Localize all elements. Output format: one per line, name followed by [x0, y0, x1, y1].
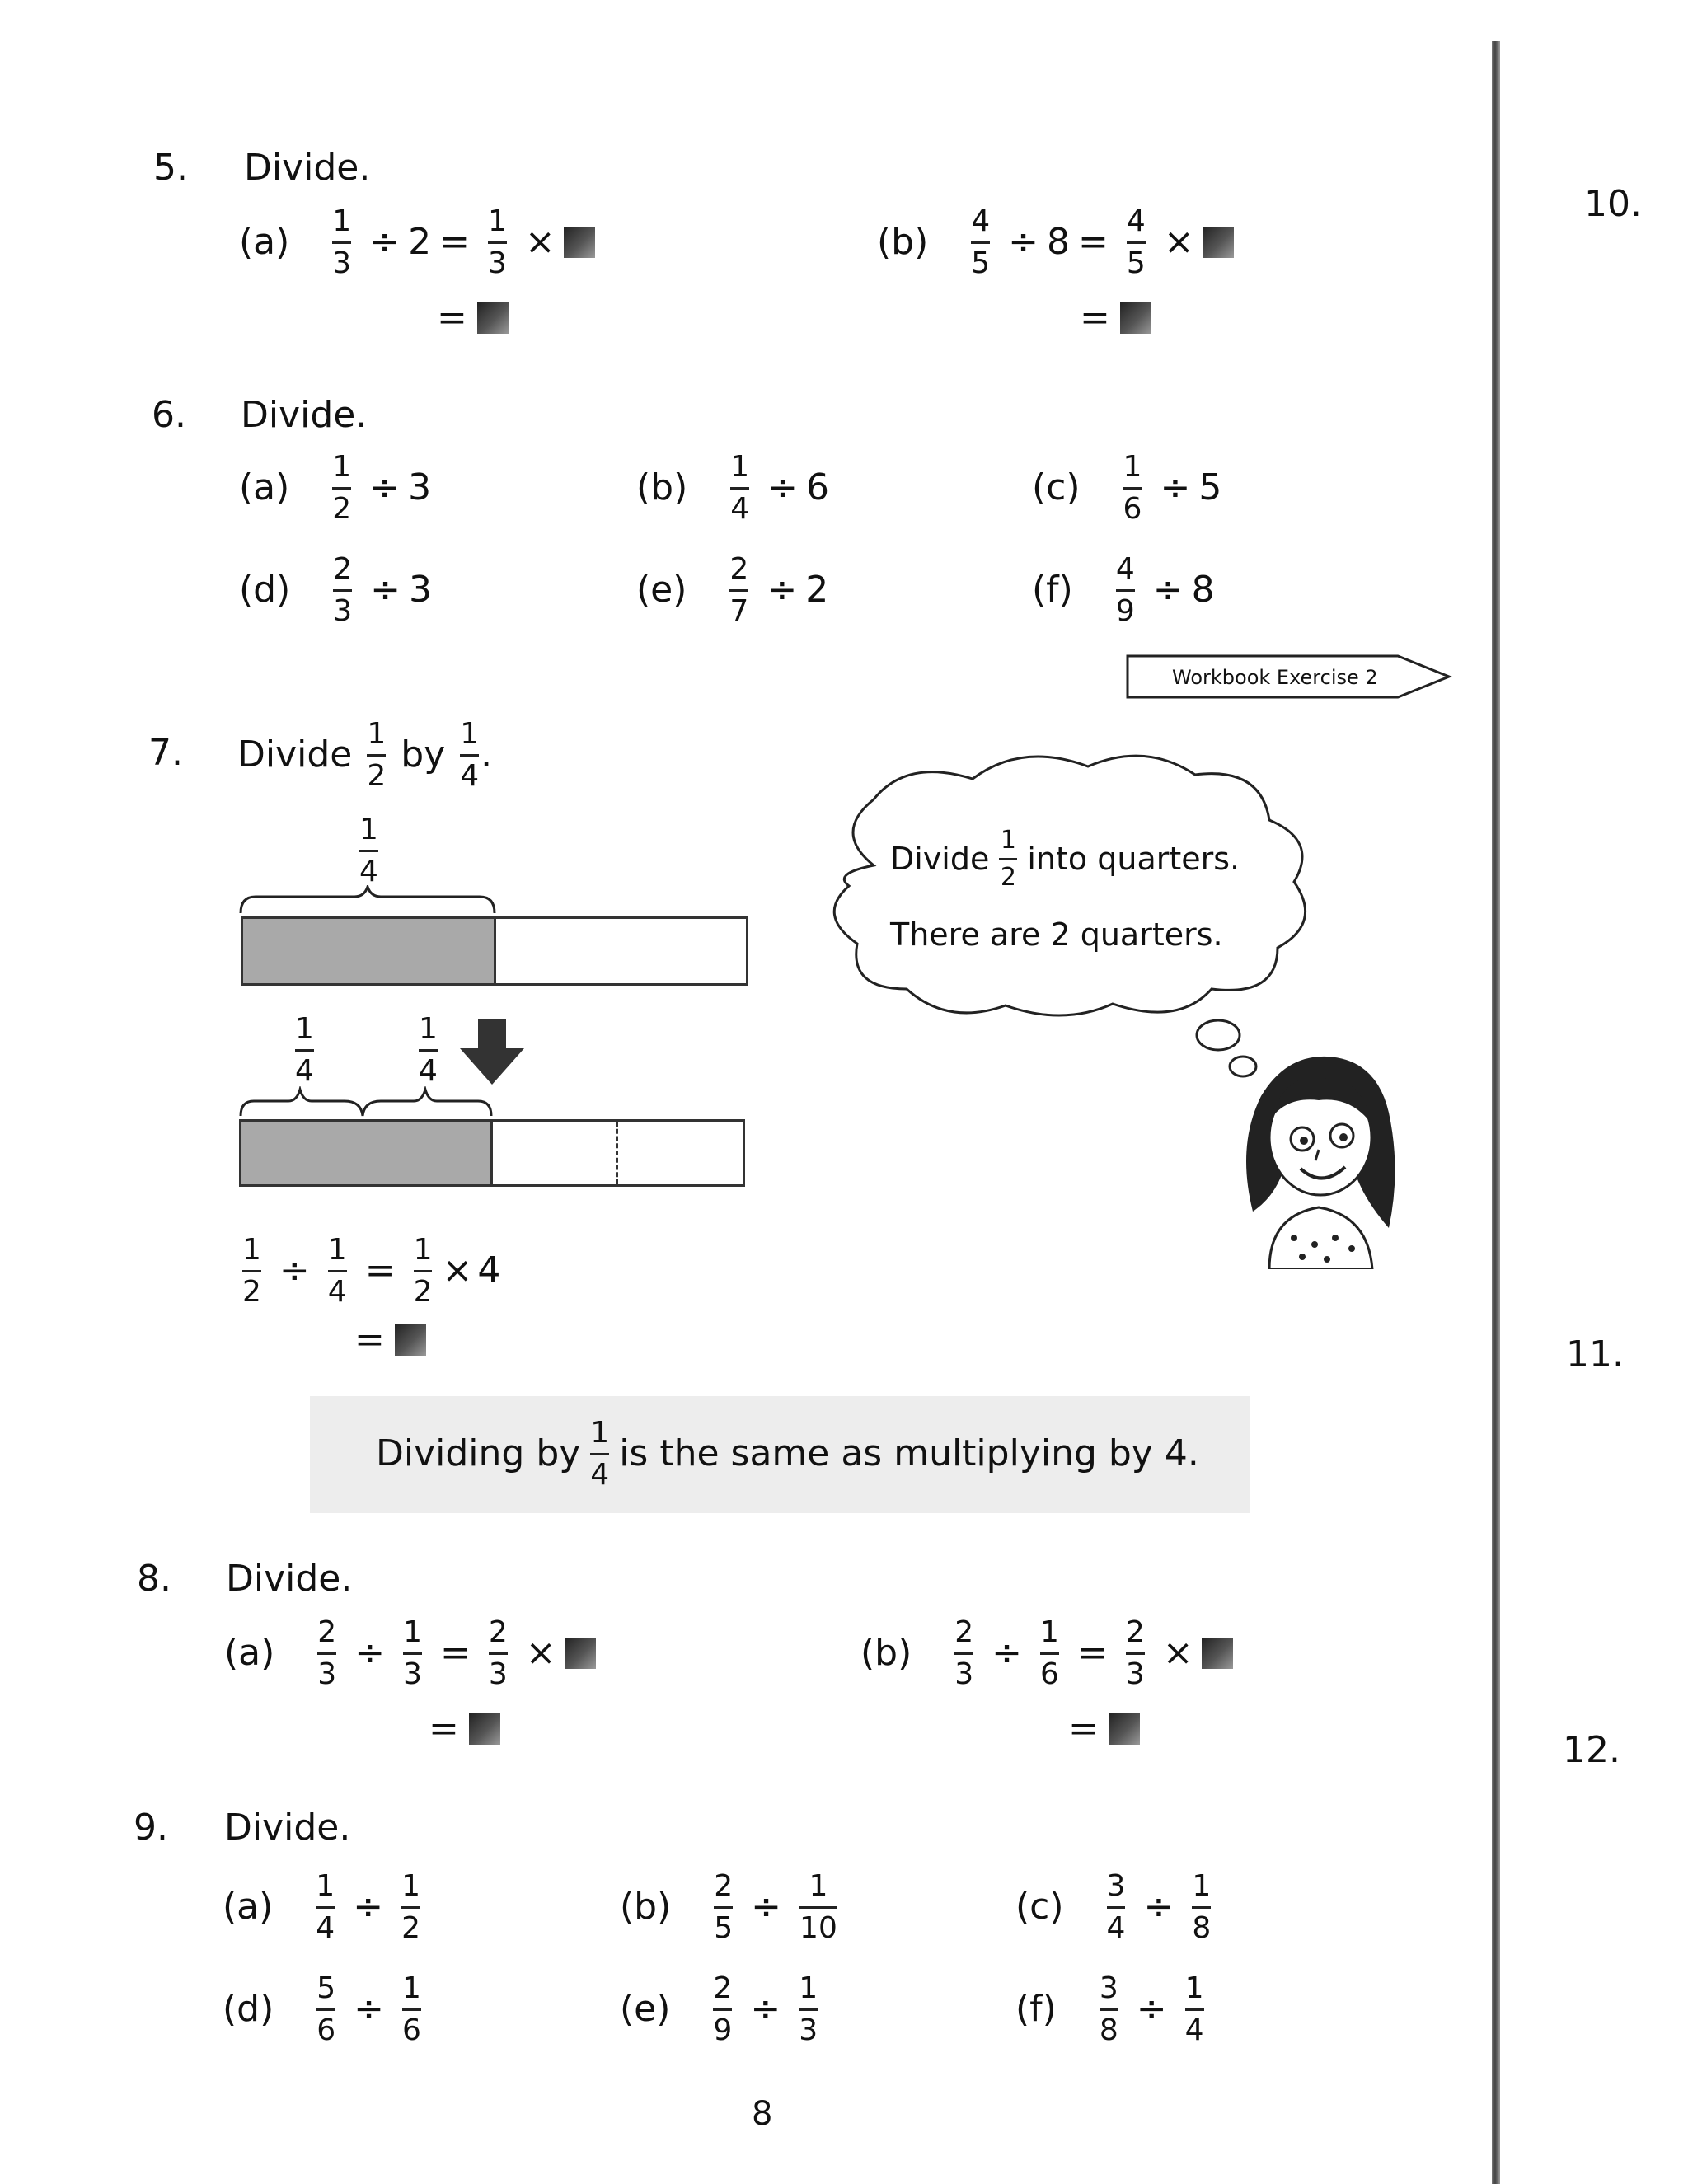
page-number: 8	[752, 2095, 773, 2133]
answer-box	[1203, 227, 1234, 258]
q7-number: 7.	[148, 732, 183, 774]
q5-title: Divide.	[244, 147, 371, 189]
side-number-12: 12.	[1563, 1729, 1620, 1771]
fraction: $\frac{1}{3}$	[487, 204, 507, 280]
thought-line-1: Divide $\frac{1}{2}$ into quarters.	[890, 826, 1240, 892]
side-number-10: 10.	[1584, 183, 1642, 225]
q9a: (a) $\frac{1}{4}$ ÷ $\frac{1}{2}$	[223, 1869, 420, 1945]
q8b-expression: (b) $\frac{2}{3}$ ÷ $\frac{1}{6}$ = $\frac{2}{3}$ ×	[860, 1617, 1233, 1690]
q5b-expression: (b) $\frac{4}{5}$ ÷ 8 = $\frac{4}{5}$ ×	[877, 206, 1234, 279]
q5a-result: =	[437, 297, 509, 339]
fraction: $\frac{4}{5}$	[1126, 204, 1146, 280]
side-number-11: 11.	[1566, 1333, 1624, 1376]
answer-box	[1120, 302, 1151, 334]
girl-character-icon	[1236, 1047, 1401, 1269]
q9-number: 9.	[134, 1807, 168, 1849]
fraction: $\frac{1}{3}$	[332, 204, 352, 280]
q6a: (a) $\frac{1}{2}$ ÷ 3	[239, 450, 432, 526]
top-brace	[239, 885, 496, 915]
q5a-expression: (a) $\frac{1}{3}$ ÷ 2 = $\frac{1}{3}$ ×	[239, 206, 595, 279]
q9e: (e) $\frac{2}{9}$ ÷ $\frac{1}{3}$	[620, 1971, 818, 2047]
q5b-result: =	[1080, 297, 1151, 339]
q5-number: 5.	[153, 147, 188, 189]
q7-title: Divide $\frac{1}{2}$ by $\frac{1}{4}$ .	[237, 717, 493, 793]
fraction: $\frac{4}{5}$	[971, 204, 991, 280]
q5a-label: (a)	[239, 221, 290, 264]
q6c: (c) $\frac{1}{6}$ ÷ 5	[1032, 450, 1222, 526]
rule-statement: Dividing by $\frac{1}{4}$ is the same as multiplying by 4.	[376, 1416, 1199, 1492]
workbook-exercise-label: Workbook Exercise 2	[1172, 666, 1378, 689]
q9c: (c) $\frac{3}{4}$ ÷ $\frac{1}{8}$	[1015, 1869, 1212, 1945]
q8-title: Divide.	[226, 1558, 353, 1600]
q6e: (e) $\frac{2}{7}$ ÷ 2	[636, 552, 829, 628]
q8b-result: =	[1068, 1708, 1140, 1750]
q6f: (f) $\frac{4}{9}$ ÷ 8	[1032, 552, 1215, 628]
answer-box	[565, 1638, 596, 1669]
dashed-divider	[616, 1122, 618, 1184]
q6b: (b) $\frac{1}{4}$ ÷ 6	[636, 450, 830, 526]
q9-title: Divide.	[224, 1807, 351, 1849]
q5b-label: (b)	[877, 221, 929, 264]
q8a-result: =	[429, 1708, 500, 1750]
q9d: (d) $\frac{5}{6}$ ÷ $\frac{1}{6}$	[223, 1971, 421, 2047]
answer-box	[469, 1713, 500, 1745]
top-fraction-bar	[241, 916, 748, 986]
shaded-half	[243, 919, 496, 983]
brace-label-b: $\frac{1}{4}$	[419, 1012, 438, 1088]
q6-number: 6.	[152, 394, 186, 436]
shaded-quarter-2	[365, 1122, 493, 1184]
brace-label-a: $\frac{1}{4}$	[295, 1012, 314, 1088]
q9f: (f) $\frac{3}{8}$ ÷ $\frac{1}{4}$	[1015, 1971, 1204, 2047]
answer-box	[477, 302, 509, 334]
down-arrow-icon	[458, 1017, 526, 1086]
shaded-quarter-1	[241, 1122, 368, 1184]
q8a-expression: (a) $\frac{2}{3}$ ÷ $\frac{1}{3}$ = $\frac{2}{3}$ ×	[224, 1617, 596, 1690]
answer-box	[1202, 1638, 1233, 1669]
q6-title: Divide.	[241, 394, 368, 436]
q6d: (d) $\frac{2}{3}$ ÷ 3	[239, 552, 433, 628]
answer-box	[1109, 1713, 1140, 1745]
answer-box	[395, 1324, 426, 1356]
double-brace	[239, 1086, 495, 1118]
q9b: (b) $\frac{2}{5}$ ÷ $\frac{1}{10}$	[620, 1869, 837, 1945]
page-spine	[1492, 41, 1500, 2184]
q7-result: =	[354, 1319, 426, 1361]
top-brace-label: $\frac{1}{4}$	[359, 813, 378, 888]
answer-box	[564, 227, 595, 258]
bottom-fraction-bar	[239, 1119, 745, 1187]
q8-number: 8.	[137, 1558, 171, 1600]
q7-equation: $\frac{1}{2}$ ÷ $\frac{1}{4}$ = $\frac{1}{2}$ × 4	[242, 1233, 501, 1309]
thought-line-2: There are 2 quarters.	[890, 916, 1223, 953]
